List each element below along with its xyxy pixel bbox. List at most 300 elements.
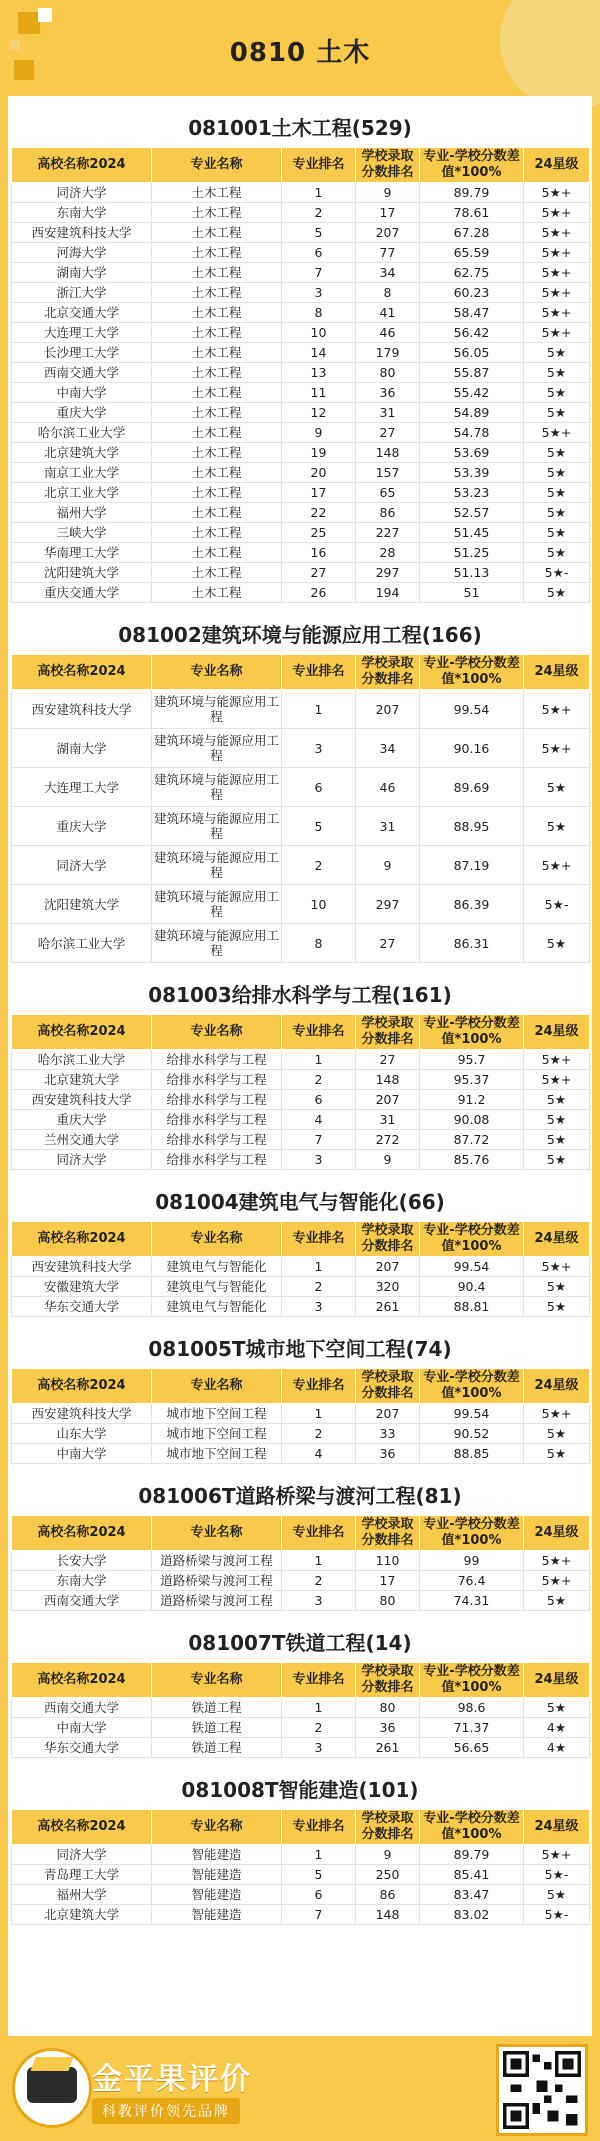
table-row <box>12 1090 590 1110</box>
ranking-card <box>8 96 592 2036</box>
table-cell: 长沙理工大学 <box>12 343 152 363</box>
table-cell: 17 <box>356 1571 420 1591</box>
table-cell: 土木工程 <box>152 583 282 603</box>
table-cell: 2 <box>282 1718 356 1738</box>
column-header: 专业-学校分数差值*100% <box>420 655 524 690</box>
table-cell: 西安建筑科技大学 <box>12 1257 152 1277</box>
table-row <box>12 423 590 443</box>
table-row <box>12 323 590 343</box>
table-cell: 同济大学 <box>12 1150 152 1170</box>
table-header-row <box>12 1810 590 1845</box>
table-cell: 36 <box>356 1718 420 1738</box>
table-cell: 53.69 <box>420 443 524 463</box>
table-cell: 99.54 <box>420 690 524 729</box>
table-cell: 土木工程 <box>152 343 282 363</box>
section-title: 081005T城市地下空间工程(74) <box>148 1337 452 1361</box>
table-cell: 5★+ <box>524 1571 590 1591</box>
table-cell: 55.42 <box>420 383 524 403</box>
table-cell: 88.95 <box>420 807 524 846</box>
table-cell: 3 <box>282 1150 356 1170</box>
table-row <box>12 690 590 729</box>
table-cell: 5★ <box>524 1110 590 1130</box>
column-header: 专业-学校分数差值*100% <box>420 148 524 183</box>
table-row <box>12 543 590 563</box>
table-cell: 71.37 <box>420 1718 524 1738</box>
table-row <box>12 203 590 223</box>
table-cell: 90.4 <box>420 1277 524 1297</box>
column-header: 专业排名 <box>282 1369 356 1404</box>
table-cell: 土木工程 <box>152 383 282 403</box>
table-cell: 4 <box>282 1110 356 1130</box>
table-cell: 80 <box>356 1698 420 1718</box>
qr-code-icon[interactable] <box>496 2044 588 2136</box>
section-title: 081003给排水科学与工程(161) <box>148 983 452 1007</box>
table-row <box>12 183 590 203</box>
ranking-table <box>11 1014 590 1170</box>
table-cell: 建筑环境与能源应用工程 <box>152 846 282 885</box>
table-cell: 20 <box>282 463 356 483</box>
table-cell: 2 <box>282 1424 356 1444</box>
table-header-row <box>12 1222 590 1257</box>
table-cell: 土木工程 <box>152 463 282 483</box>
table-cell: 98.6 <box>420 1698 524 1718</box>
table-cell: 272 <box>356 1130 420 1150</box>
table-cell: 5★ <box>524 443 590 463</box>
table-cell: 5★+ <box>524 263 590 283</box>
table-cell: 27 <box>282 563 356 583</box>
page-title: 0810 土木 <box>229 38 371 68</box>
table-cell: 哈尔滨工业大学 <box>12 924 152 963</box>
table-cell: 5★ <box>524 1591 590 1611</box>
table-cell: 88.85 <box>420 1444 524 1464</box>
table-cell: 5★+ <box>524 283 590 303</box>
table-row <box>12 1110 590 1130</box>
table-cell: 6 <box>282 1090 356 1110</box>
column-header: 专业名称 <box>152 655 282 690</box>
column-header: 专业名称 <box>152 1222 282 1257</box>
ranking-table <box>11 1515 590 1611</box>
table-cell: 5★ <box>524 1277 590 1297</box>
table-cell: 27 <box>356 423 420 443</box>
table-cell: 1 <box>282 183 356 203</box>
table-row <box>12 1257 590 1277</box>
table-row <box>12 1551 590 1571</box>
table-cell: 5★ <box>524 807 590 846</box>
section-title: 081004建筑电气与智能化(66) <box>155 1190 445 1214</box>
table-cell: 土木工程 <box>152 243 282 263</box>
table-cell: 沈阳建筑大学 <box>12 885 152 924</box>
table-cell: 52.57 <box>420 503 524 523</box>
table-cell: 大连理工大学 <box>12 323 152 343</box>
table-cell: 227 <box>356 523 420 543</box>
table-cell: 5★ <box>524 483 590 503</box>
table-cell: 土木工程 <box>152 483 282 503</box>
table-cell: 1 <box>282 1845 356 1865</box>
table-cell: 87.72 <box>420 1130 524 1150</box>
table-cell: 北京工业大学 <box>12 483 152 503</box>
table-cell: 90.52 <box>420 1424 524 1444</box>
table-cell: 5 <box>282 1865 356 1885</box>
ranking-table <box>11 1368 590 1464</box>
table-cell: 道路桥梁与渡河工程 <box>152 1551 282 1571</box>
table-row <box>12 503 590 523</box>
column-header: 学校录取分数排名 <box>356 1516 420 1551</box>
table-cell: 3 <box>282 1738 356 1758</box>
table-cell: 5★+ <box>524 1050 590 1070</box>
table-row <box>12 583 590 603</box>
table-cell: 重庆大学 <box>12 807 152 846</box>
table-cell: 87.19 <box>420 846 524 885</box>
table-cell: 12 <box>282 403 356 423</box>
table-row <box>12 768 590 807</box>
table-header-row <box>12 1516 590 1551</box>
table-cell: 51.45 <box>420 523 524 543</box>
table-cell: 7 <box>282 263 356 283</box>
column-header: 专业名称 <box>152 1663 282 1698</box>
table-cell: 7 <box>282 1130 356 1150</box>
table-row <box>12 1865 590 1885</box>
table-cell: 哈尔滨工业大学 <box>12 1050 152 1070</box>
table-cell: 207 <box>356 690 420 729</box>
table-cell: 11 <box>282 383 356 403</box>
table-cell: 西安建筑科技大学 <box>12 1090 152 1110</box>
table-cell: 53.23 <box>420 483 524 503</box>
table-cell: 5★+ <box>524 690 590 729</box>
column-header: 专业-学校分数差值*100% <box>420 1810 524 1845</box>
column-header: 24星级 <box>524 1222 590 1257</box>
table-cell: 157 <box>356 463 420 483</box>
table-row <box>12 1718 590 1738</box>
table-row <box>12 1277 590 1297</box>
column-header: 24星级 <box>524 1663 590 1698</box>
table-cell: 56.42 <box>420 323 524 343</box>
table-cell: 5★ <box>524 463 590 483</box>
column-header: 专业-学校分数差值*100% <box>420 1222 524 1257</box>
table-cell: 5★+ <box>524 323 590 343</box>
table-cell: 2 <box>282 1571 356 1591</box>
table-cell: 5★ <box>524 1090 590 1110</box>
table-cell: 建筑环境与能源应用工程 <box>152 768 282 807</box>
table-cell: 同济大学 <box>12 183 152 203</box>
ranking-table <box>11 1221 590 1317</box>
table-row <box>12 1885 590 1905</box>
table-cell: 土木工程 <box>152 263 282 283</box>
table-cell: 90.16 <box>420 729 524 768</box>
table-cell: 1 <box>282 1551 356 1571</box>
column-header: 学校录取分数排名 <box>356 655 420 690</box>
table-cell: 9 <box>282 423 356 443</box>
column-header: 专业名称 <box>152 1516 282 1551</box>
table-cell: 3 <box>282 1297 356 1317</box>
table-cell: 88.81 <box>420 1297 524 1317</box>
table-cell: 36 <box>356 1444 420 1464</box>
table-header-row <box>12 1015 590 1050</box>
table-cell: 46 <box>356 768 420 807</box>
table-row <box>12 523 590 543</box>
table-cell: 沈阳建筑大学 <box>12 563 152 583</box>
table-cell: 13 <box>282 363 356 383</box>
table-cell: 2 <box>282 1070 356 1090</box>
table-cell: 250 <box>356 1865 420 1885</box>
table-cell: 80 <box>356 363 420 383</box>
table-cell: 华东交通大学 <box>12 1297 152 1317</box>
table-cell: 85.76 <box>420 1150 524 1170</box>
table-cell: 道路桥梁与渡河工程 <box>152 1571 282 1591</box>
table-cell: 89.69 <box>420 768 524 807</box>
table-cell: 智能建造 <box>152 1845 282 1865</box>
table-cell: 91.2 <box>420 1090 524 1110</box>
table-row <box>12 463 590 483</box>
table-cell: 7 <box>282 1905 356 1925</box>
table-cell: 77 <box>356 243 420 263</box>
table-cell: 建筑环境与能源应用工程 <box>152 729 282 768</box>
table-cell: 36 <box>356 383 420 403</box>
table-cell: 51.13 <box>420 563 524 583</box>
column-header: 24星级 <box>524 1810 590 1845</box>
table-cell: 铁道工程 <box>152 1698 282 1718</box>
table-cell: 城市地下空间工程 <box>152 1444 282 1464</box>
table-cell: 58.47 <box>420 303 524 323</box>
column-header: 学校录取分数排名 <box>356 1663 420 1698</box>
table-cell: 2 <box>282 203 356 223</box>
table-row <box>12 263 590 283</box>
table-cell: 土木工程 <box>152 203 282 223</box>
table-cell: 同济大学 <box>12 846 152 885</box>
table-row <box>12 1571 590 1591</box>
cap-top-icon <box>30 2057 73 2071</box>
table-cell: 16 <box>282 543 356 563</box>
column-header: 24星级 <box>524 148 590 183</box>
table-cell: 5★ <box>524 1130 590 1150</box>
table-cell: 148 <box>356 443 420 463</box>
table-row <box>12 1130 590 1150</box>
column-header: 学校录取分数排名 <box>356 1222 420 1257</box>
table-cell: 北京建筑大学 <box>12 443 152 463</box>
table-cell: 1 <box>282 690 356 729</box>
table-cell: 4★ <box>524 1718 590 1738</box>
table-cell: 长安大学 <box>12 1551 152 1571</box>
table-cell: 北京建筑大学 <box>12 1905 152 1925</box>
table-cell: 土木工程 <box>152 183 282 203</box>
table-cell: 9 <box>356 1150 420 1170</box>
table-cell: 62.75 <box>420 263 524 283</box>
table-cell: 89.79 <box>420 183 524 203</box>
table-cell: 99 <box>420 1551 524 1571</box>
table-cell: 31 <box>356 403 420 423</box>
table-cell: 安徽建筑大学 <box>12 1277 152 1297</box>
table-row <box>12 483 590 503</box>
table-cell: 华东交通大学 <box>12 1738 152 1758</box>
table-cell: 5★ <box>524 363 590 383</box>
table-cell: 9 <box>356 1845 420 1865</box>
table-cell: 5★ <box>524 383 590 403</box>
table-cell: 湖南大学 <box>12 263 152 283</box>
column-header: 专业排名 <box>282 148 356 183</box>
table-cell: 福州大学 <box>12 1885 152 1905</box>
column-header: 高校名称2024 <box>12 1015 152 1050</box>
table-cell: 给排水科学与工程 <box>152 1110 282 1130</box>
graduation-cap-icon <box>27 2067 77 2103</box>
table-cell: 5★+ <box>524 423 590 443</box>
table-cell: 建筑环境与能源应用工程 <box>152 924 282 963</box>
table-cell: 5★ <box>524 1885 590 1905</box>
page-header <box>0 0 600 96</box>
table-cell: 5★+ <box>524 1070 590 1090</box>
table-row <box>12 1424 590 1444</box>
table-cell: 5 <box>282 807 356 846</box>
table-cell: 51 <box>420 583 524 603</box>
table-cell: 给排水科学与工程 <box>152 1150 282 1170</box>
table-cell: 土木工程 <box>152 543 282 563</box>
table-cell: 中南大学 <box>12 383 152 403</box>
table-cell: 哈尔滨工业大学 <box>12 423 152 443</box>
table-cell: 90.08 <box>420 1110 524 1130</box>
table-cell: 51.25 <box>420 543 524 563</box>
table-cell: 5★ <box>524 1424 590 1444</box>
table-cell: 17 <box>282 483 356 503</box>
table-cell: 道路桥梁与渡河工程 <box>152 1591 282 1611</box>
table-cell: 建筑电气与智能化 <box>152 1297 282 1317</box>
table-cell: 65 <box>356 483 420 503</box>
table-cell: 74.31 <box>420 1591 524 1611</box>
table-cell: 8 <box>282 303 356 323</box>
table-cell: 重庆大学 <box>12 403 152 423</box>
table-header-row <box>12 1369 590 1404</box>
table-cell: 54.78 <box>420 423 524 443</box>
table-cell: 华南理工大学 <box>12 543 152 563</box>
table-cell: 1 <box>282 1698 356 1718</box>
table-row <box>12 807 590 846</box>
table-cell: 31 <box>356 1110 420 1130</box>
column-header: 高校名称2024 <box>12 1810 152 1845</box>
table-cell: 同济大学 <box>12 1845 152 1865</box>
table-cell: 53.39 <box>420 463 524 483</box>
table-cell: 5★+ <box>524 1257 590 1277</box>
table-cell: 大连理工大学 <box>12 768 152 807</box>
table-cell: 34 <box>356 729 420 768</box>
table-cell: 土木工程 <box>152 223 282 243</box>
table-cell: 86 <box>356 1885 420 1905</box>
table-cell: 南京工业大学 <box>12 463 152 483</box>
table-cell: 重庆交通大学 <box>12 583 152 603</box>
column-header: 24星级 <box>524 1516 590 1551</box>
table-cell: 土木工程 <box>152 423 282 443</box>
table-cell: 10 <box>282 885 356 924</box>
table-cell: 青岛理工大学 <box>12 1865 152 1885</box>
column-header: 专业-学校分数差值*100% <box>420 1015 524 1050</box>
table-cell: 5★ <box>524 924 590 963</box>
table-cell: 土木工程 <box>152 303 282 323</box>
table-row <box>12 1698 590 1718</box>
table-cell: 5★+ <box>524 243 590 263</box>
table-cell: 179 <box>356 343 420 363</box>
table-cell: 5★ <box>524 403 590 423</box>
table-cell: 5★- <box>524 1905 590 1925</box>
table-cell: 5★- <box>524 563 590 583</box>
table-cell: 东南大学 <box>12 1571 152 1591</box>
column-header: 学校录取分数排名 <box>356 1369 420 1404</box>
table-cell: 26 <box>282 583 356 603</box>
table-cell: 5★ <box>524 1444 590 1464</box>
table-cell: 建筑环境与能源应用工程 <box>152 807 282 846</box>
column-header: 专业名称 <box>152 1810 282 1845</box>
ranking-table <box>11 1662 590 1758</box>
table-cell: 给排水科学与工程 <box>152 1070 282 1090</box>
table-cell: 铁道工程 <box>152 1718 282 1738</box>
table-cell: 5★+ <box>524 303 590 323</box>
table-cell: 56.65 <box>420 1738 524 1758</box>
table-cell: 60.23 <box>420 283 524 303</box>
table-cell: 297 <box>356 563 420 583</box>
table-cell: 智能建造 <box>152 1865 282 1885</box>
table-header-row <box>12 1663 590 1698</box>
table-cell: 1 <box>282 1257 356 1277</box>
table-cell: 5★- <box>524 885 590 924</box>
table-cell: 99.54 <box>420 1404 524 1424</box>
table-cell: 5 <box>282 223 356 243</box>
brand-name: 金平果评价 <box>92 2062 252 2097</box>
table-cell: 5★ <box>524 343 590 363</box>
table-cell: 北京建筑大学 <box>12 1070 152 1090</box>
table-cell: 智能建造 <box>152 1905 282 1925</box>
table-row <box>12 1905 590 1925</box>
column-header: 专业名称 <box>152 1015 282 1050</box>
ranking-table <box>11 654 590 963</box>
table-row <box>12 403 590 423</box>
table-cell: 土木工程 <box>152 523 282 543</box>
column-header: 学校录取分数排名 <box>356 1810 420 1845</box>
table-cell: 1 <box>282 1404 356 1424</box>
table-cell: 207 <box>356 1257 420 1277</box>
brand-logo <box>12 2048 92 2128</box>
table-cell: 福州大学 <box>12 503 152 523</box>
table-cell: 67.28 <box>420 223 524 243</box>
column-header: 专业排名 <box>282 1810 356 1845</box>
table-cell: 土木工程 <box>152 443 282 463</box>
table-cell: 22 <box>282 503 356 523</box>
table-row <box>12 303 590 323</box>
table-cell: 土木工程 <box>152 563 282 583</box>
table-cell: 5★+ <box>524 846 590 885</box>
table-cell: 65.59 <box>420 243 524 263</box>
table-cell: 54.89 <box>420 403 524 423</box>
column-header: 高校名称2024 <box>12 1663 152 1698</box>
table-cell: 5★ <box>524 503 590 523</box>
table-cell: 西南交通大学 <box>12 363 152 383</box>
table-cell: 261 <box>356 1297 420 1317</box>
table-cell: 5★ <box>524 543 590 563</box>
table-row <box>12 363 590 383</box>
table-row <box>12 1150 590 1170</box>
decorative-square <box>38 8 52 22</box>
table-cell: 中南大学 <box>12 1718 152 1738</box>
table-cell: 207 <box>356 223 420 243</box>
column-header: 专业名称 <box>152 1369 282 1404</box>
table-row <box>12 1738 590 1758</box>
table-cell: 建筑环境与能源应用工程 <box>152 885 282 924</box>
table-cell: 31 <box>356 807 420 846</box>
column-header: 学校录取分数排名 <box>356 1015 420 1050</box>
table-row <box>12 846 590 885</box>
table-cell: 土木工程 <box>152 283 282 303</box>
table-cell: 8 <box>356 283 420 303</box>
table-cell: 5★ <box>524 1150 590 1170</box>
table-cell: 土木工程 <box>152 403 282 423</box>
column-header: 学校录取分数排名 <box>356 148 420 183</box>
section-title: 081007T铁道工程(14) <box>188 1631 412 1655</box>
column-header: 专业排名 <box>282 1516 356 1551</box>
table-cell: 83.47 <box>420 1885 524 1905</box>
